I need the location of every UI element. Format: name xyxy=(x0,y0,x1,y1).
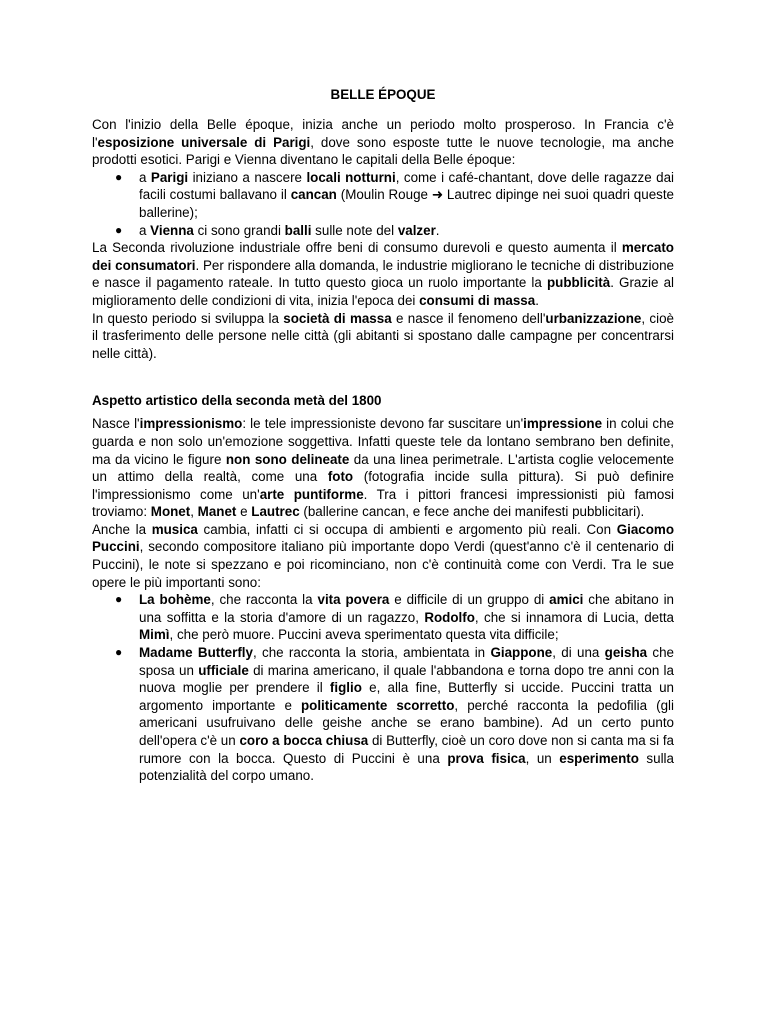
bold-term: consumi di massa xyxy=(419,292,536,308)
bullet-item-madame-butterfly: ● Madame Butterfly, che racconta la storia, ambientata in Giappone, di una geisha che sposa un ufficiale di marina americano, il quale l'abbandona e torna dopo tre anni con la nuova moglie per prendere il figlio e, alla fine, Butterfly si uccide. Puccini tratta un argomento importante e politicamente scorretto, perché racconta la pedofilia (gli americani usufruivano delle geishe anche se erano bambine). Ad un certo punto dell'opera c'è un coro a bocca chiusa di Butterfly, cioè un coro dove non si canta ma si fa rumore con la bocca. Questo di Puccini è una prova fisica, un esperimento sulla potenzialità del corpo umano. xyxy=(115,645,675,784)
bold-term: vita povera xyxy=(317,592,390,608)
bullet-item-la-boheme: ● La bohème, che racconta la vita povera e difficile di un gruppo di amici che abitano in una soffitta e la storia d'amore di un ragazzo, Rodolfo, che si innamora di Lucia, detta Mimì, che però muore. Puccini aveva sperimentato questa vita difficile; xyxy=(115,592,674,643)
bold-term: pubblicità xyxy=(546,275,611,291)
bold-term: prova fisica xyxy=(447,750,526,766)
bullet-dot-icon: ● xyxy=(115,169,123,184)
bold-term: coro a bocca chiusa xyxy=(239,733,369,748)
bold-term: Mimì xyxy=(139,627,170,643)
bold-term: politicamente scorretto xyxy=(300,697,455,713)
bold-term: Giacomo Puccini xyxy=(92,521,674,555)
bullet-list-operas xyxy=(92,591,674,785)
bullet-dot-icon: ● xyxy=(115,592,123,607)
bold-term: società di massa xyxy=(283,310,392,326)
document-title: BELLE ÉPOQUE xyxy=(330,87,436,102)
bold-term: mercato dei consumatori xyxy=(92,240,674,273)
bold-term: foto xyxy=(327,469,354,485)
paragraph-mass-society: In questo periodo si sviluppa la società di massa e nasce il fenomeno dell'urbanizzazione, cioè il trasferimento delle persone nelle città (gli abitanti si spostano dalle campagne per concentrarsi nelle città). xyxy=(92,310,674,361)
bold-term: urbanizzazione xyxy=(545,310,642,326)
bold-term: La bohème xyxy=(139,592,211,608)
bold-term: amici xyxy=(549,592,584,608)
bold-term: figlio xyxy=(329,680,362,696)
bullet-dot-icon: ● xyxy=(115,645,123,660)
bullet-dot-icon: ● xyxy=(115,222,123,237)
bold-term: Vienna xyxy=(150,222,194,238)
bullet-item-vienna: ● a Vienna ci sono grandi balli sulle note del valzer. xyxy=(115,222,440,238)
bold-term: musica xyxy=(151,521,198,537)
bold-term: esposizione universale di Parigi xyxy=(97,134,311,150)
bold-term: Manet xyxy=(197,504,237,520)
bold-term: locali notturni xyxy=(306,169,396,185)
bold-term: valzer xyxy=(397,222,436,238)
bold-term: impressione xyxy=(523,416,603,432)
bold-term: impressionismo xyxy=(139,416,243,432)
bold-term: Madame Butterfly xyxy=(139,645,253,661)
section-heading-art: Aspetto artistico della seconda metà del 1800 xyxy=(92,393,382,409)
bold-term: Lautrec xyxy=(251,504,300,520)
bullet-list-capitals xyxy=(92,169,674,239)
bold-term: ufficiale xyxy=(198,662,249,678)
bold-term: balli xyxy=(284,222,312,238)
bold-term: non sono delineate xyxy=(225,451,350,467)
bold-term: Giappone xyxy=(490,645,553,661)
bold-term: geisha xyxy=(604,645,648,661)
paragraph-industrial-revolution: La Seconda rivoluzione industriale offre beni di consumo durevoli e questo aumenta il mercato dei consumatori. Per rispondere alla domanda, le industrie migliorano le tecniche di distribuzione e nasce il pagamento rateale. In tutto questo gioca un ruolo importante la pubblicità. Grazie al miglioramento delle condizioni di vita, inizia l'epoca dei consumi di massa. xyxy=(92,240,674,308)
bold-term: cancan xyxy=(290,187,337,203)
bold-term: esperimento xyxy=(559,750,639,766)
paragraph-music: Anche la musica cambia, infatti ci si occupa di ambienti e argomento più reali. Con Giacomo Puccini, secondo compositore italiano più importante dopo Verdi (quest'anno c'è il centenario di Puccini), le note si spezzano e poi ricominciano, non c'è continuità come con Verdi. Tra le sue opere le più importanti sono: xyxy=(92,521,674,590)
bold-term: Parigi xyxy=(150,169,189,185)
paragraph-intro: Con l'inizio della Belle époque, inizia anche un periodo molto prosperoso. In Francia c'è l'esposizione universale di Parigi, dove sono esposte tutte le nuove tecnologie, ma anche prodotti esotici. Parigi e Vienna diventano le capitali della Belle époque: xyxy=(92,117,674,168)
bold-term: Monet xyxy=(150,504,191,520)
bullet-item-parigi: ● a Parigi iniziano a nascere locali notturni, come i café-chantant, dove delle ragazze dai facili costumi ballavano il cancan (Moulin Rouge ➜ Lautrec dipinge nei suoi quadri queste ballerine); xyxy=(115,169,675,220)
bold-term: arte puntiforme xyxy=(259,486,364,502)
paragraph-impressionism: Nasce l'impressionismo: le tele impressioniste devono far suscitare un'impressione in colui che guarda e non solo un'emozione soggettiva. Infatti queste tele da lontano sembrano ben definite, ma da vicino le figure non sono delineate da una linea perimetrale. L'artista coglie velocemente un attimo della realtà, come una foto (fotografia incide sulla pittura). Si può definire l'impressionismo come un'arte puntiforme. Tra i pittori francesi impressionisti più famosi troviamo: Monet, Manet e Lautrec (ballerine cancan, e fece anche dei manifesti pubblicitari). xyxy=(92,416,674,520)
bold-term: Rodolfo xyxy=(424,609,475,625)
